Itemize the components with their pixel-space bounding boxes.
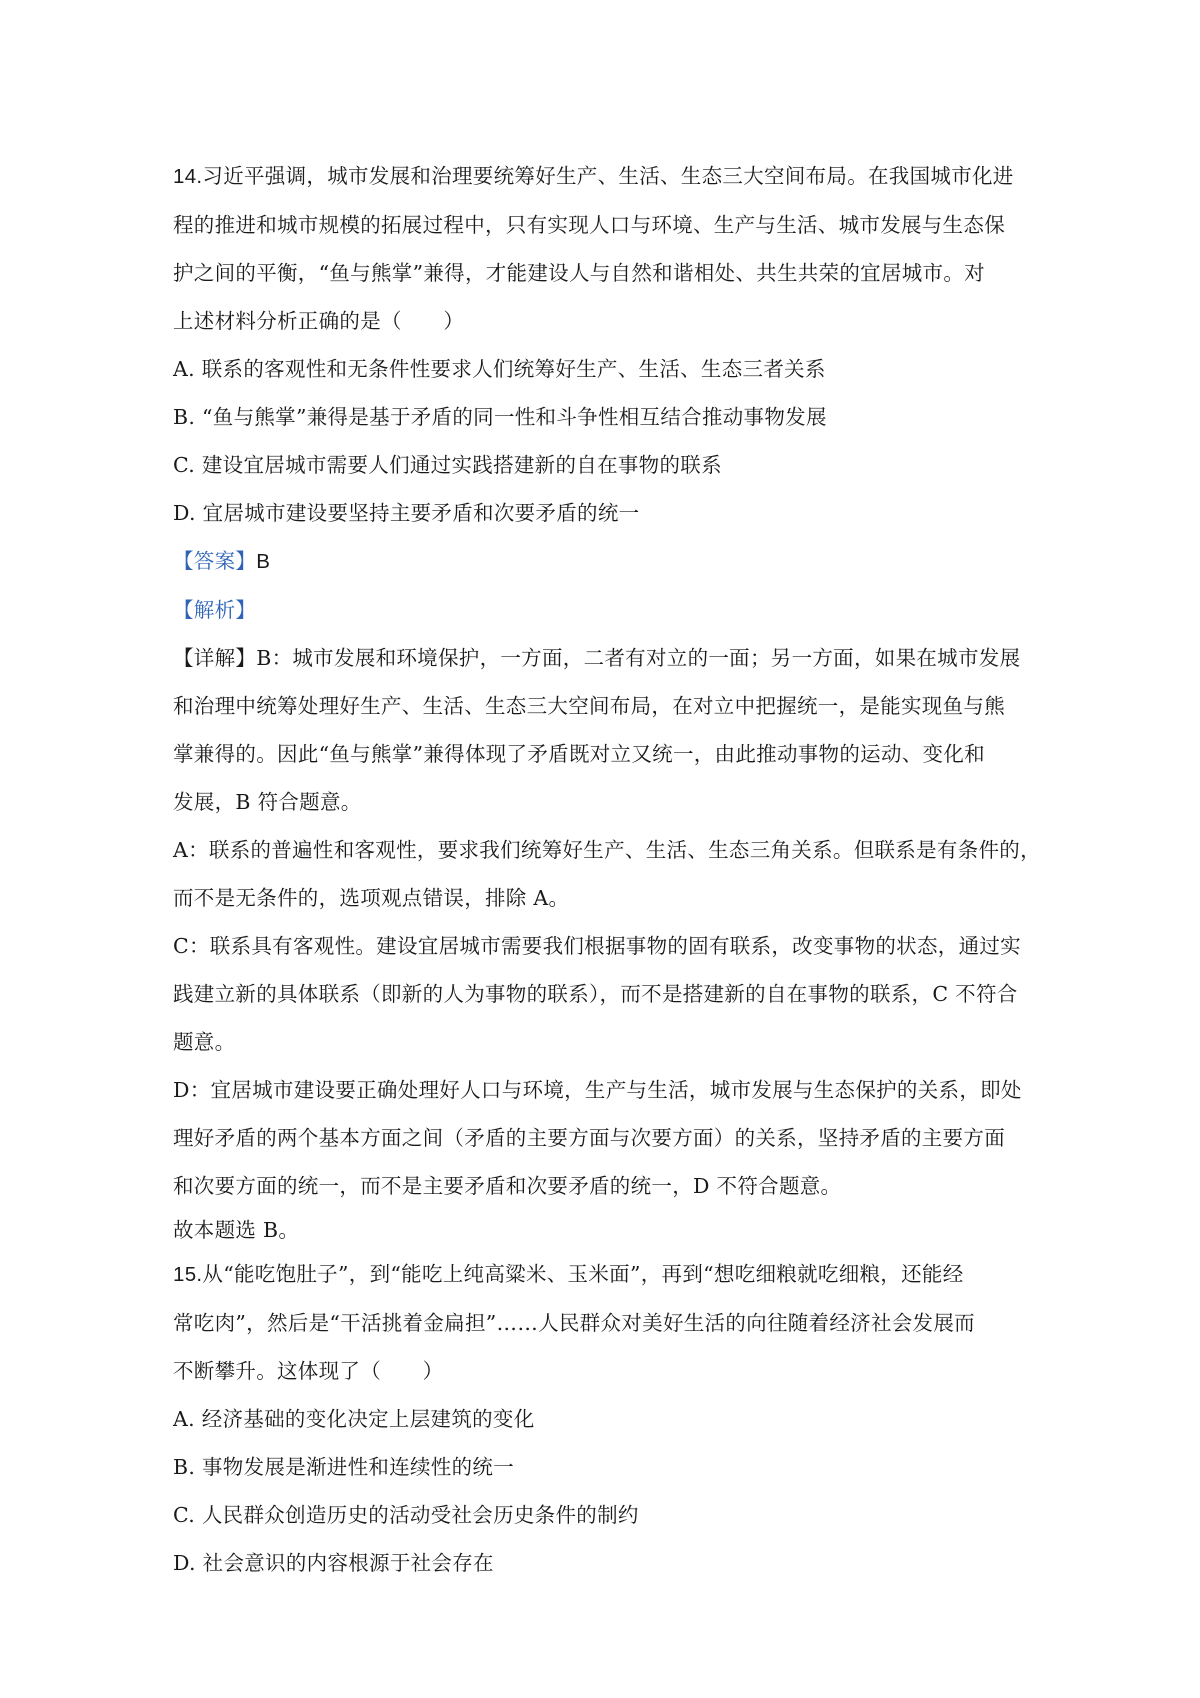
q14-d-analysis-line: D：宜居城市建设要正确处理好人口与环境，生产与生活，城市发展与生态保护的关系，即处: [173, 1078, 1022, 1102]
q14-stem-line: 14.习近平强调，城市发展和治理要统筹好生产、生活、生态三大空间布局。在我国城市化进: [173, 164, 1014, 188]
q14-c-analysis-line: 践建立新的具体联系（即新的人为事物的联系），而不是搭建新的自在事物的联系，C 不符合: [173, 982, 1018, 1006]
q14-detail-line: 发展，B 符合题意。: [173, 790, 362, 814]
q14-detail-line: 和治理中统筹处理好生产、生活、生态三大空间布局，在对立中把握统一，是能实现鱼与熊: [173, 694, 1005, 718]
q14-analysis-heading: [173, 586, 1035, 634]
q15-stem-line: 15.从“能吃饱肚子”，到“能吃上纯高粱米、玉米面”，再到“想吃细粮就吃细粮，还能经: [173, 1262, 964, 1286]
q14-d-analysis-line: 理好矛盾的两个基本方面之间（矛盾的主要方面与次要方面）的关系，坚持矛盾的主要方面: [173, 1126, 1005, 1150]
q15-option-b: B. 事物发展是渐进性和连续性的统一: [173, 1455, 514, 1479]
q14-option-d: D. 宜居城市建设要坚持主要矛盾和次要矛盾的统一: [173, 501, 640, 525]
q14-answer: [173, 537, 1035, 586]
q14-a-analysis-line: 而不是无条件的，选项观点错误，排除 A。: [173, 886, 570, 910]
q14-stem-line: 护之间的平衡，“鱼与熊掌”兼得，才能建设人与自然和谐相处、共生共荣的宜居城市。对: [173, 261, 985, 285]
q14-stem-line: 上述材料分析正确的是（ ）: [173, 309, 465, 333]
question-14: [173, 152, 1041, 1250]
q15-option-d: D. 社会意识的内容根源于社会存在: [173, 1551, 494, 1575]
q15-stem-line: 不断攀升。这体现了（ ）: [173, 1359, 444, 1383]
question-15: [173, 1250, 1035, 1587]
q14-c-analysis-line: C：联系具有客观性。建设宜居城市需要我们根据事物的固有联系，改变事物的状态，通过实: [173, 934, 1021, 958]
q14-conclusion: 故本题选 B。: [173, 1218, 300, 1242]
q15-stem-line: 常吃肉”，然后是“干活挑着金扁担”……人民群众对美好生活的向往随着经济社会发展而: [173, 1311, 975, 1335]
answer-value: B: [256, 550, 271, 573]
q14-detail-line: 【详解】B：城市发展和环境保护，一方面，二者有对立的一面；另一方面，如果在城市发展: [173, 646, 1021, 670]
document-page: [173, 152, 1041, 1587]
q14-c-analysis-line: 题意。: [173, 1030, 236, 1054]
q15-option-c: C. 人民群众创造历史的活动受社会历史条件的制约: [173, 1503, 639, 1527]
analysis-tag: 【解析】: [173, 598, 257, 622]
answer-tag: 【答案】: [173, 549, 257, 573]
q14-stem-line: 程的推进和城市规模的拓展过程中，只有实现人口与环境、生产与生活、城市发展与生态保: [173, 213, 1005, 237]
q14-option-b: B. “鱼与熊掌”兼得是基于矛盾的同一性和斗争性相互结合推动事物发展: [173, 405, 827, 429]
q14-option-a: A. 联系的客观性和无条件性要求人们统筹好生产、生活、生态三者关系: [173, 357, 826, 381]
q14-detail-line: 掌兼得的。因此“鱼与熊掌”兼得体现了矛盾既对立又统一，由此推动事物的运动、变化和: [173, 742, 985, 766]
q14-number: 14.: [173, 165, 203, 188]
q14-d-analysis-line: 和次要方面的统一，而不是主要矛盾和次要矛盾的统一，D 不符合题意。: [173, 1174, 842, 1198]
q14-option-c: C. 建设宜居城市需要人们通过实践搭建新的自在事物的联系: [173, 453, 722, 477]
detail-tag: 【详解】: [173, 646, 257, 670]
q15-option-a: A. 经济基础的变化决定上层建筑的变化: [173, 1407, 535, 1431]
q15-number: 15.: [173, 1263, 203, 1286]
q14-a-analysis-line: A：联系的普遍性和客观性，要求我们统筹好生产、生活、生态三角关系。但联系是有条件的，: [173, 838, 1041, 862]
